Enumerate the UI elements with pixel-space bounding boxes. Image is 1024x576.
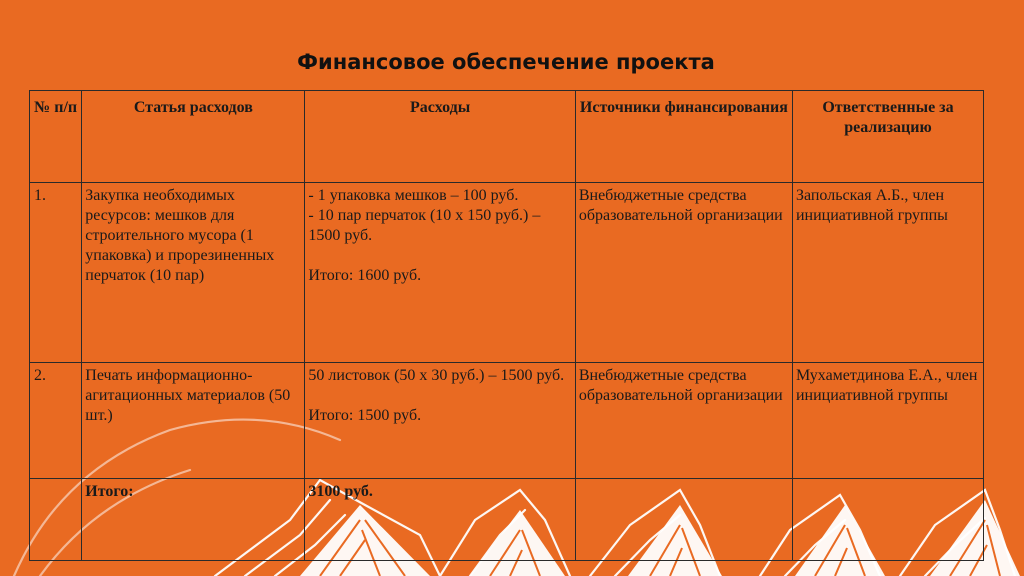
header-responsible: Ответственные за реализацию [792, 91, 983, 183]
responsible-person: Мухаметдинова Е.А., член инициативной группы [792, 363, 983, 479]
row-number: 2. [30, 363, 82, 479]
funding-source: Внебюджетные средства образовательной организации [575, 183, 792, 363]
funding-source: Внебюджетные средства образовательной организации [575, 363, 792, 479]
total-value: 3100 руб. [305, 479, 575, 561]
cost-line: - 1 упаковка мешков – 100 руб. [308, 187, 519, 204]
header-number: № п/п [30, 91, 82, 183]
responsible-person: Запольская А.Б., член инициативной группы [792, 183, 983, 363]
total-row [30, 479, 984, 561]
table-row [30, 363, 984, 479]
total-empty-cell [792, 479, 983, 561]
total-label: Итого: [82, 479, 305, 561]
costs-cell [305, 183, 575, 363]
header-costs: Расходы [305, 91, 575, 183]
cost-subtotal: Итого: 1500 руб. [308, 407, 422, 424]
cost-subtotal: Итого: 1600 руб. [308, 267, 422, 284]
cost-line: - 10 пар перчаток (10 х 150 руб.) – 1500 руб. [308, 207, 541, 244]
table-header-row [30, 91, 984, 183]
header-expense-item: Статья расходов [82, 91, 305, 183]
financing-table [29, 90, 984, 561]
cost-line: 50 листовок (50 х 30 руб.) – 1500 руб. [308, 367, 565, 384]
total-empty-cell [575, 479, 792, 561]
table-row [30, 183, 984, 363]
row-number: 1. [30, 183, 82, 363]
header-funding-sources: Источники финансирования [575, 91, 792, 183]
costs-cell [305, 363, 575, 479]
total-empty-cell [30, 479, 82, 561]
expense-item: Закупка необходимых ресурсов: мешков для строительного мусора (1 упаковка) и прорезиненных перчаток (10 пар) [82, 183, 305, 363]
slide-title: Финансовое обеспечение проекта [297, 50, 715, 74]
expense-item: Печать информационно-агитационных материалов (50 шт.) [82, 363, 305, 479]
